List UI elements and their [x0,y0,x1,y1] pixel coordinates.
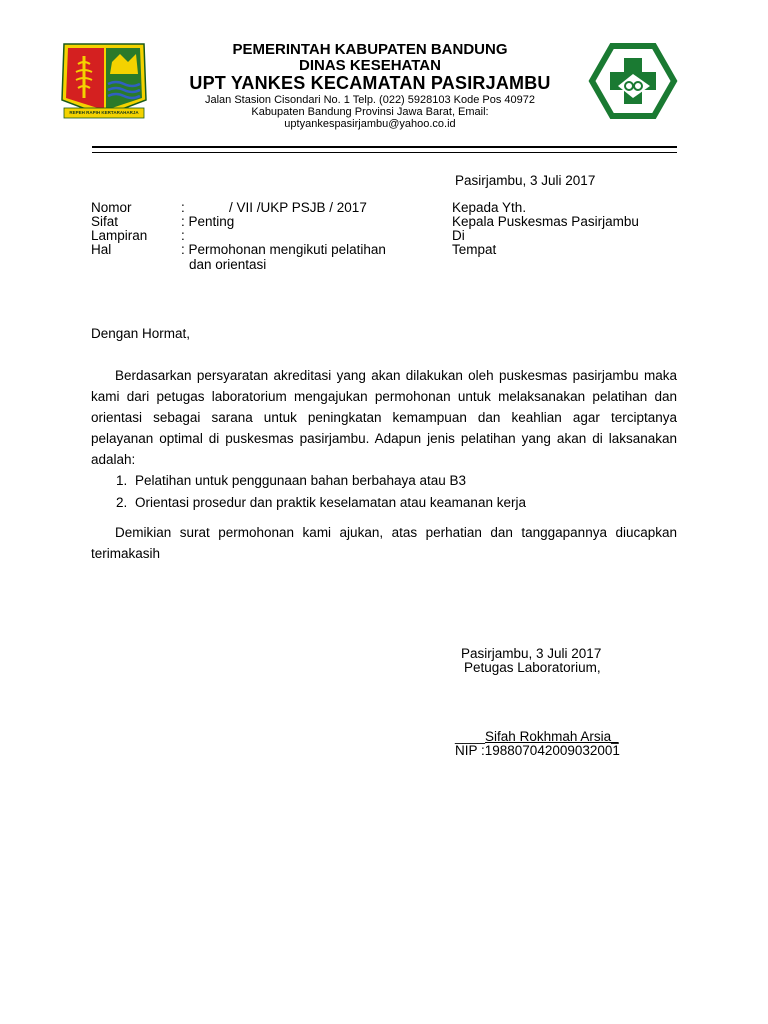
header-email: uptyankespasirjambu@yahoo.co.id [284,118,456,130]
signature-role: Petugas Laboratorium, [464,660,601,675]
nomor-label: Nomor [91,200,132,215]
hal-label: Hal [91,242,112,257]
nomor-colon: : [181,200,185,215]
header-institution: UPT YANKES KECAMATAN PASIRJAMBU [189,73,551,93]
body-paragraph-2: Demikian surat permohonan kami ajukan, atas perhatian dan tanggapannya diucapkan terimakasih [91,525,677,561]
sifat-value: : Penting [181,214,235,229]
logo-motto: REPEH RAPIH KERTARAHARJA [69,110,139,115]
list-item-number: 2. [116,495,128,510]
hal-value-continued: dan orientasi [189,257,267,272]
hal-value: : Permohonan mengikuti pelatihan [181,242,386,257]
signature-date: Pasirjambu, 3 Juli 2017 [461,646,602,661]
signature-name: Sifah Rokhmah Arsia_ [485,729,619,744]
recipient-place: Tempat [452,242,497,257]
header-region: Kabupaten Bandung Provinsi Jawa Barat, Email: [251,106,489,118]
recipient-name: Kepala Puskesmas Pasirjambu [452,214,639,229]
list-item: Orientasi prosedur dan praktik keselamatan atau keamanan kerja [135,495,526,510]
signature-nip: NIP :198807042009032001 [455,743,620,758]
puskesmas-logo [588,42,678,120]
list-item-number: 1. [116,473,128,488]
lampiran-label: Lampiran [91,228,148,243]
kabupaten-bandung-logo [54,40,152,122]
header-address: Jalan Stasion Cisondari No. 1 Telp. (022) 5928103 Kode Pos 40972 [204,94,536,106]
signature-underline-prefix: ____ [455,729,486,744]
sifat-label: Sifat [91,214,119,229]
recipient-salutation: Kepada Yth. [452,200,527,215]
header-divider-thick [92,146,677,148]
header-department: DINAS KESEHATAN [299,57,441,74]
letter-date: Pasirjambu, 3 Juli 2017 [455,173,596,188]
list-item: Pelatihan untuk penggunaan bahan berbahaya atau B3 [135,473,467,488]
puskesmas-cross-icon [588,42,678,120]
recipient-di: Di [452,228,465,243]
nomor-value: / VII /UKP PSJB / 2017 [229,200,367,215]
lampiran-value: : [181,228,185,243]
body-paragraph-1: Berdasarkan persyaratan akreditasi yang akan dilakukan oleh puskesmas pasirjambu maka kami dari petugas laboratorium mengajukan permohonan untuk melaksanakan pelatihan dan orientasi sebagai sarana untuk peningkatan kemampuan dan keahlian agar terciptanya pelayanan optimal di puskesmas pasirjambu. Adapun jenis pelatihan yang akan di laksanakan adalah: [91,368,677,467]
header-government: PEMERINTAH KABUPATEN BANDUNG [232,41,508,58]
greeting: Dengan Hormat, [91,326,191,341]
header-divider-thin [92,152,677,153]
